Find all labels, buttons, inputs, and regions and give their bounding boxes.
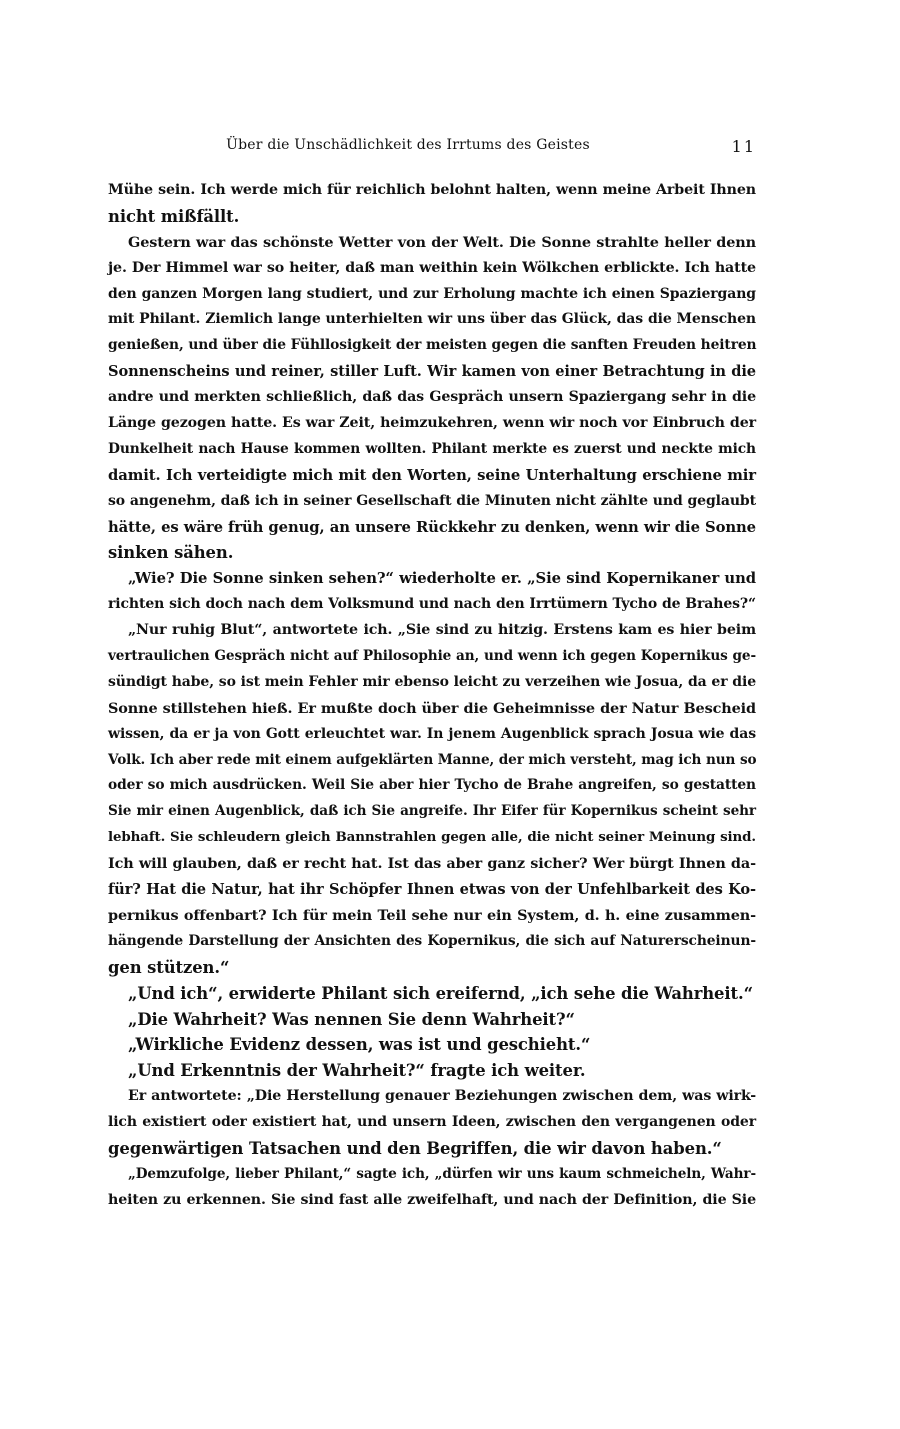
running-title: Über die Unschädlichkeit des Irrtums des Geistes [226,137,590,153]
running-header [108,133,756,157]
body-text [108,178,756,1214]
text-line: „Wirkliche Evidenz dessen, was ist und geschieht.“ [128,1035,591,1055]
text-line: oder so mich ausdrücken. Weil Sie aber hier Tycho de Brahe angreifen, so gestatten [108,777,756,794]
text-line: nicht mißfällt. [108,206,240,226]
text-line: je. Der Himmel war so heiter, daß man weithin kein Wölkchen erblickte. Ich hatte [108,259,756,276]
text-line: gegenwärtigen Tatsachen und den Begriffen, die wir davon haben.“ [108,1138,722,1158]
text-line: so angenehm, daß ich in seiner Gesellschaft die Minuten nicht zählte und geglaubt [108,492,756,509]
text-line: pernikus offenbart? Ich für mein Teil sehe nur ein System, d. h. eine zusammen- [108,906,756,924]
text-line: „Demzufolge, lieber Philant,“ sagte ich, „dürfen wir uns kaum schmeicheln, Wahr- [128,1165,756,1182]
text-line: lich existiert oder existiert hat, und unsern Ideen, zwischen den vergangenen oder [108,1114,756,1131]
text-line: „Und Erkenntnis der Wahrheit?“ fragte ich weiter. [128,1061,586,1081]
text-line: Volk. Ich aber rede mit einem aufgeklärten Manne, der mich versteht, mag ich nun so [108,751,757,768]
text-line: „Nur ruhig Blut“, antwortete ich. „Sie sind zu hitzig. Erstens kam es hier beim [128,622,756,639]
text-line: den ganzen Morgen lang studiert, und zur Erholung machte ich einen Spaziergang [108,285,756,302]
text-line: mit Philant. Ziemlich lange unterhielten wir uns über das Glück, das die Menschen [108,311,756,328]
text-line: Er antwortete: „Die Herstellung genauer Beziehungen zwischen dem, was wirk- [128,1088,756,1105]
page-number: 11 [731,137,756,156]
text-line: Ich will glauben, daß er recht hat. Ist das aber ganz sicher? Wer bürgt Ihnen da- [108,855,756,873]
text-line: Sonnenscheins und reiner, stiller Luft. Wir kamen von einer Betrachtung in die [108,363,756,381]
text-line: „Wie? Die Sonne sinken sehen?“ wiederholte er. „Sie sind Kopernikaner und [128,570,756,588]
text-line: sinken sähen. [108,543,234,563]
text-line: genießen, und über die Fühllosigkeit der meisten gegen die sanften Freuden heitren [108,337,757,354]
text-line: andre und merkten schließlich, daß das Gespräch unsern Spaziergang sehr in die [108,389,756,406]
text-line: Dunkelheit nach Hause kommen wollten. Philant merkte es zuerst und neckte mich [108,440,756,457]
text-line: damit. Ich verteidigte mich mit den Worten, seine Unterhaltung erschiene mir [108,466,756,484]
text-line: wissen, da er ja von Gott erleuchtet war. In jenem Augenblick sprach Josua wie das [108,725,756,742]
text-line: richten sich doch nach dem Volksmund und nach den Irrtümern Tycho de Brahes?“ [108,596,756,613]
text-line: gen stützen.“ [108,957,230,977]
text-line: Länge gezogen hatte. Es war Zeit, heimzukehren, wenn wir noch vor Einbruch der [108,415,756,432]
text-line: „Die Wahrheit? Was nennen Sie denn Wahrheit?“ [128,1009,575,1029]
text-line: lebhaft. Sie schleudern gleich Bannstrahlen gegen alle, die nicht seiner Meinung sind. [108,829,756,846]
text-line: hängende Darstellung der Ansichten des Kopernikus, die sich auf Naturerscheinun- [108,932,756,949]
text-line: Gestern war das schönste Wetter von der Welt. Die Sonne strahlte heller denn [128,233,756,251]
text-line: Sie mir einen Augenblick, daß ich Sie angreife. Ihr Eifer für Kopernikus scheint sehr [108,803,756,820]
text-line: Sonne stillstehen hieß. Er mußte doch über die Geheimnisse der Natur Bescheid [108,699,756,717]
text-line: sündigt habe, so ist mein Fehler mir ebenso leicht zu verzeihen wie Josua, da er die [108,673,756,690]
text-line: für? Hat die Natur, hat ihr Schöpfer Ihnen etwas von der Unfehlbarkeit des Ko- [108,881,756,899]
text-line: „Und ich“, erwiderte Philant sich ereifernd, „ich sehe die Wahrheit.“ [128,983,753,1003]
text-line: vertraulichen Gespräch nicht auf Philosophie an, und wenn ich gegen Kopernikus ge- [108,648,756,665]
text-line: heiten zu erkennen. Sie sind fast alle zweifelhaft, und nach der Definition, die Sie [108,1191,756,1208]
text-line: Mühe sein. Ich werde mich für reichlich belohnt halten, wenn meine Arbeit Ihnen [108,182,756,198]
text-line: hätte, es wäre früh genug, an unsere Rückkehr zu denken, wenn wir die Sonne [108,518,756,536]
